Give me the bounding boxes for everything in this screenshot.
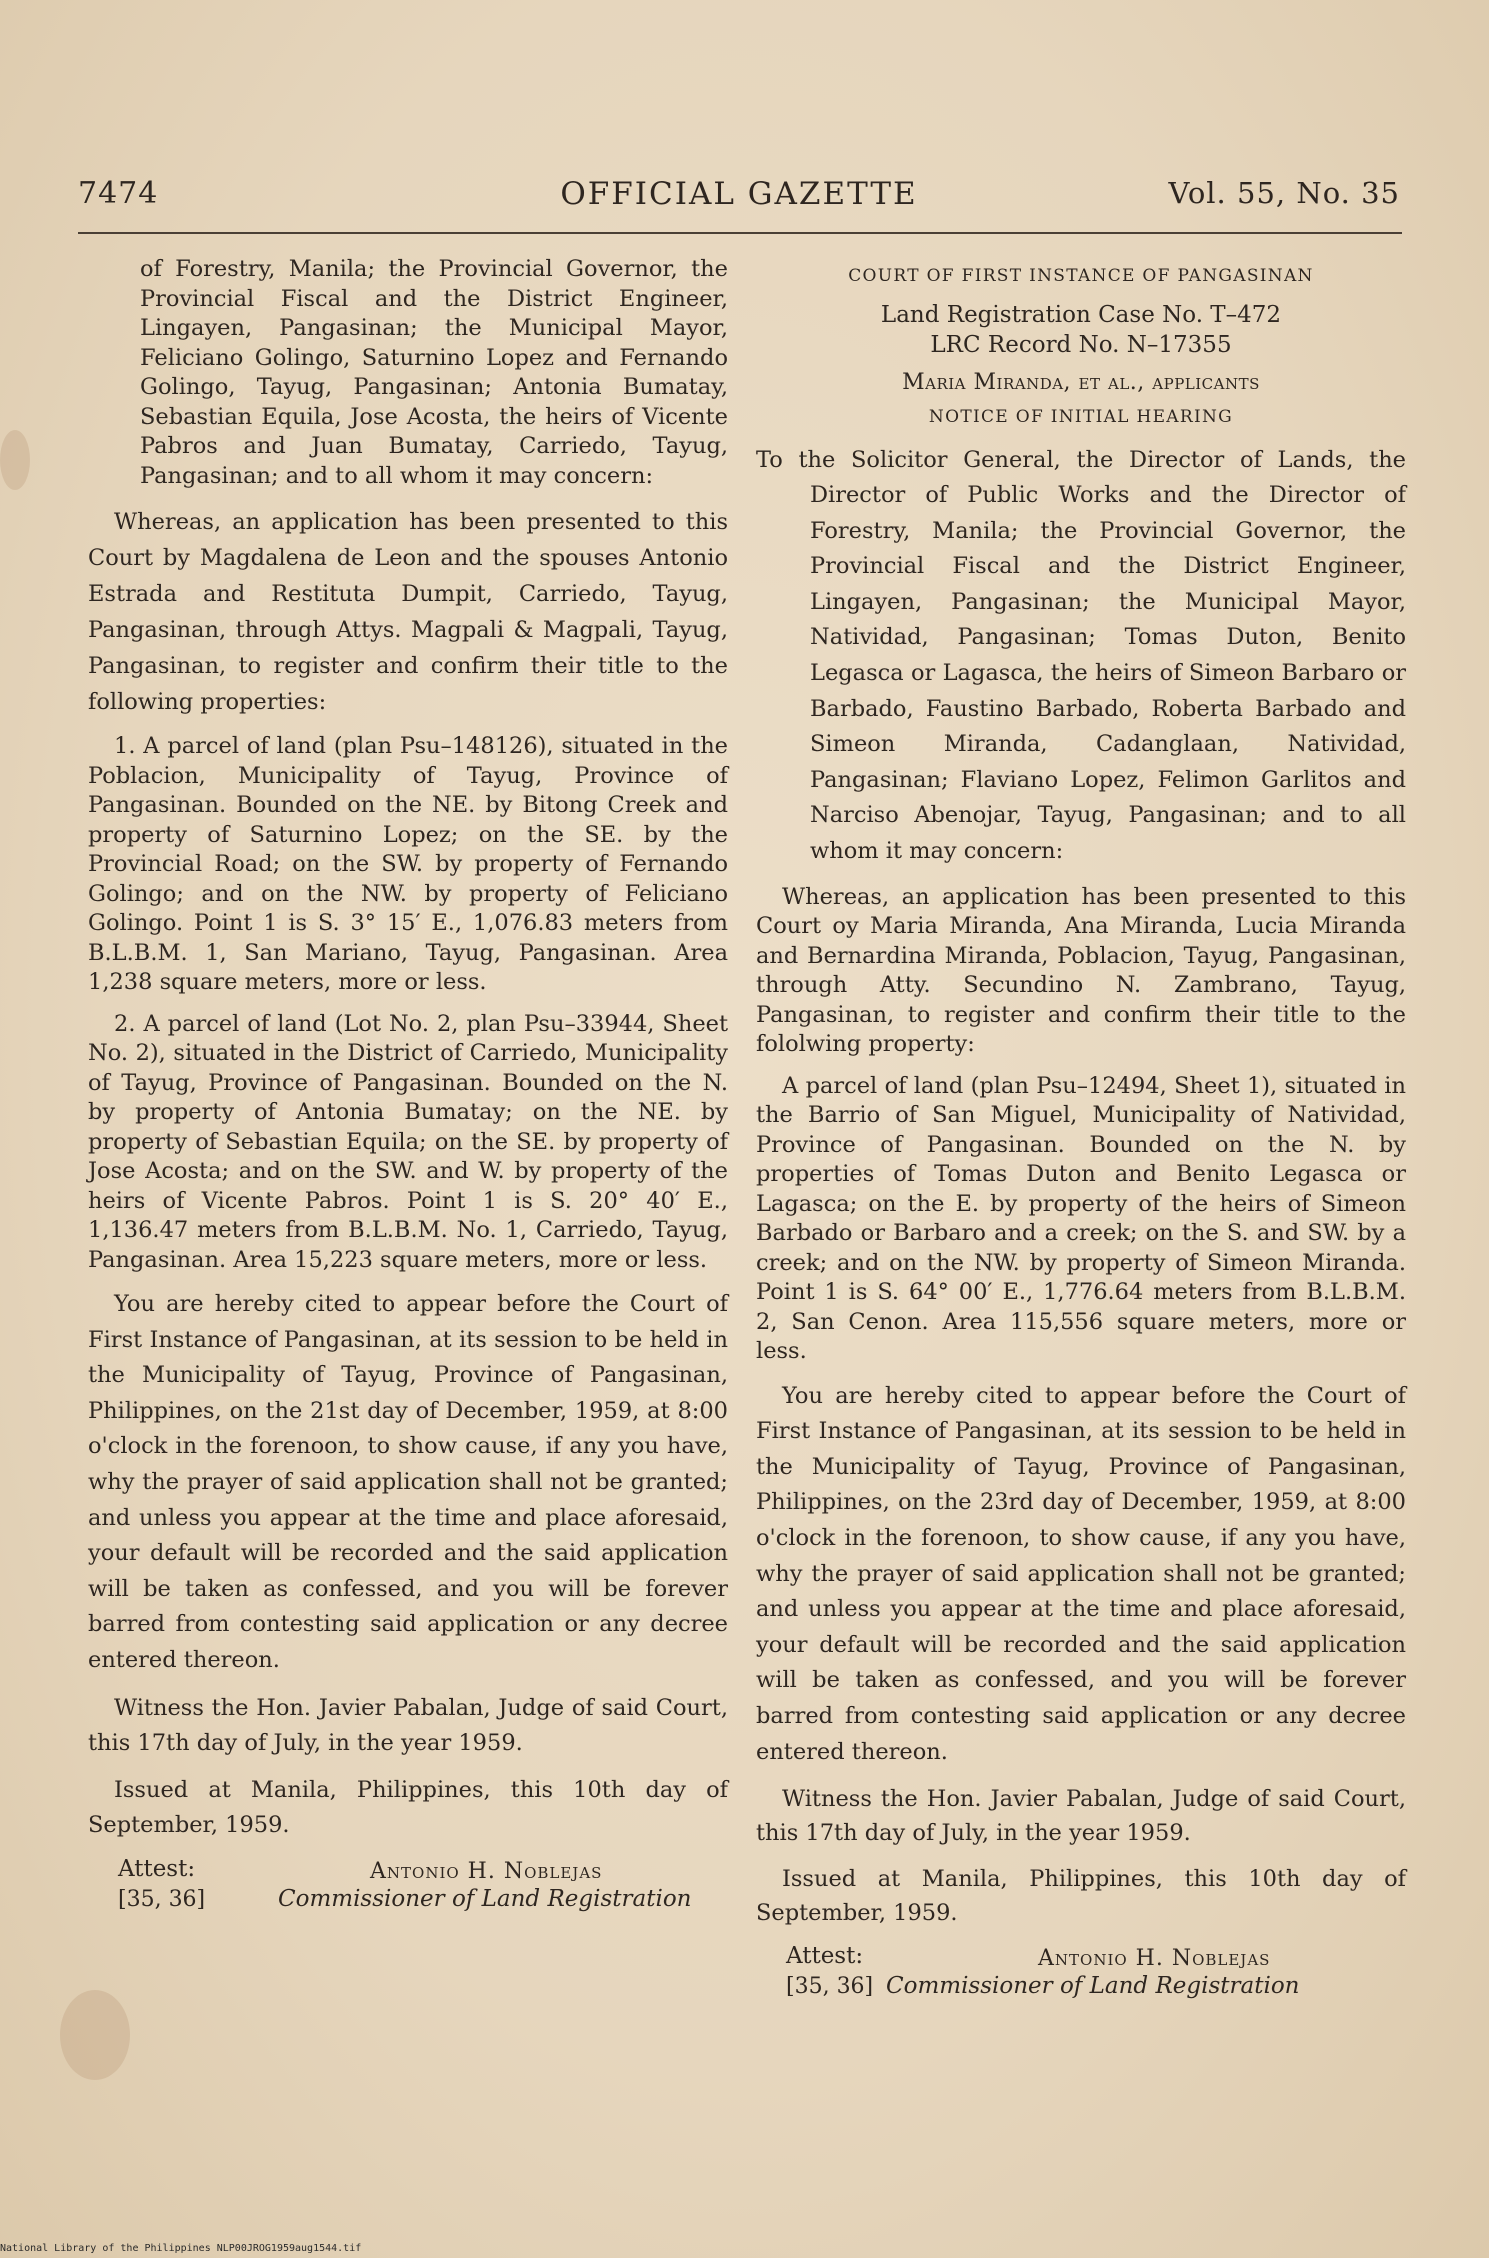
left-issued: Issued at Manila, Philippines, this 10th day of September, 1959. [88, 1776, 728, 1838]
publication-title: OFFICIAL GAZETTE [560, 176, 918, 212]
applicants-line: Maria Miranda, et al., applicants [902, 369, 1260, 395]
page-header [78, 176, 1400, 220]
right-addressees: To the Solicitor General, the Director of Lands, the Director of Public Works and the Director of Forestry, Manila; the Provincial Governor, the Provincial Fiscal and the District Engineer, Lingayen, Pangasinan; the Municipal Mayor, Natividad, Pangasinan; Tomas Duton, Benito Legasca or Lagasca, the heirs of Simeon Barbaro or Barbado, Faustino Barbado, Roberta Barbado and Simeon Miranda, Cadanglaan, Natividad, Pangasinan; Flaviano Lopez, Felimon Garlitos and Narciso Abenojar, Tayug, Pangasinan; and to all whom it may concern: [756, 446, 1406, 865]
issue-refs: [35, 36] [786, 1974, 874, 2000]
right-citation: You are hereby cited to appear before the Court of First Instance of Pangasinan, at its session to be held in the Municipality of Tayug, Province of Pangasinan, Philippines, on the 23rd day of December, 1959, at 8:00 o'clock in the forenoon, to show cause, if any you have, why the prayer of said application shall not be granted; and unless you appear at the time and place aforesaid, your default will be recorded and the said application will be taken as confessed, and you will be forever barred from contesting said application or any decree entered thereon. [756, 1382, 1406, 1765]
left-whereas: Whereas, an application has been presented to this Court by Magdalena de Leon and the spouses Antonio Estrada and Restituta Dumpit, Carriedo, Tayug, Pangasinan, through Attys. Magpali & Magpali, Tayug, Pangasinan, to register and confirm their title to the following properties: [88, 509, 728, 715]
left-signature-block [88, 1855, 728, 1921]
signatory-name: Antonio H. Noblejas [1038, 1946, 1271, 1972]
right-column [756, 262, 1406, 2008]
header-rule [78, 232, 1402, 234]
volume-number: Vol. 55, No. 35 [1168, 176, 1400, 210]
right-signature-block [756, 1942, 1406, 2008]
record-number: LRC Record No. N–17355 [930, 331, 1232, 358]
left-parcel-1: 1. A parcel of land (plan Psu–148126), situated in the Poblacion, Municipality of Tayug, Province of Pangasinan. Bounded on the NE. by Bitong Creek and property of Saturnino Lopez; on the SE. by the Provincial Road; on the SW. by property of Fernando Golingo; and on the NW. by property of Feliciano Golingo. Point 1 is S. 3° 15′ E., 1,076.83 meters from B.L.B.M. 1, San Mariano, Tayug, Pangasinan. Area 1,238 square meters, more or less. [88, 733, 728, 995]
left-addressees: of Forestry, Manila; the Provincial Governor, the Provincial Fiscal and the District Engineer, Lingayen, Pangasinan; the Municipal Mayor, Feliciano Golingo, Saturnino Lopez and Fernando Golingo, Tayug, Pangasinan; Antonia Bumatay, Sebastian Equila, Jose Acosta, the heirs of Vicente Pabros and Juan Bumatay, Carriedo, Tayug, Pangasinan; and to all whom it may concern: [140, 256, 728, 489]
signatory-title: Commissioner of Land Registration [278, 1885, 692, 1912]
notice-heading: NOTICE OF INITIAL HEARING [928, 407, 1234, 427]
scan-credit: National Library of the Philippines NLP00JROG1959aug1544.tif [0, 2243, 362, 2254]
right-parcel: A parcel of land (plan Psu–12494, Sheet 1), situated in the Barrio of San Miguel, Municipality of Natividad, Province of Pangasinan. Bounded on the N. by properties of Tomas Duton and Benito Legasca or Lagasca; on the E. by property of the heirs of Simeon Barbado or Barbaro and a creek; on the S. and SW. by a creek; and on the NW. by property of Simeon Miranda. Point 1 is S. 64° 00′ E., 1,776.64 meters from B.L.B.M. 2, San Cenon. Area 115,556 square meters, more or less. [756, 1072, 1406, 1365]
page-number: 7474 [78, 176, 159, 211]
right-whereas: Whereas, an application has been presented to this Court oy Maria Miranda, Ana Miranda, Lucia Miranda and Bernardina Miranda, Poblacion, Tayug, Pangasinan, through Atty. Secundino N. Zambrano, Tayug, Pangasinan, to register and confirm their title to the fololwing property: [756, 883, 1406, 1058]
signatory-name: Antonio H. Noblejas [370, 1858, 603, 1884]
paper-stain [60, 1990, 130, 2080]
right-issued: Issued at Manila, Philippines, this 10th day of September, 1959. [756, 1866, 1406, 1927]
left-column [88, 255, 728, 1921]
attest-label: Attest: [118, 1855, 196, 1882]
right-witness: Witness the Hon. Javier Pabalan, Judge of said Court, this 17th day of July, in the year 1959. [756, 1786, 1406, 1847]
paper-stain [0, 430, 30, 490]
court-heading: COURT OF FIRST INSTANCE OF PANGASINAN [848, 266, 1314, 286]
attest-label: Attest: [786, 1943, 864, 1970]
left-parcel-2: 2. A parcel of land (Lot No. 2, plan Psu–33944, Sheet No. 2), situated in the District of Carriedo, Municipality of Tayug, Province of Pangasinan. Bounded on the N. by property of Antonia Bumatay; on the NE. by property of Sebastian Equila; on the SE. by property of Jose Acosta; and on the SW. and W. by property of the heirs of Vicente Pabros. Point 1 is S. 20° 40′ E., 1,136.47 meters from B.L.B.M. No. 1, Carriedo, Tayug, Pangasinan. Area 15,223 square meters, more or less. [88, 1010, 728, 1273]
signatory-title: Commissioner of Land Registration [886, 1973, 1300, 2000]
case-number: Land Registration Case No. T–472 [880, 301, 1282, 328]
left-citation: You are hereby cited to appear before the Court of First Instance of Pangasinan, at its session to be held in the Municipality of Tayug, Province of Pangasinan, Philippines, on the 21st day of December, 1959, at 8:00 o'clock in the forenoon, to show cause, if any you have, why the prayer of said application shall not be granted; and unless you appear at the time and place aforesaid, your default will be recorded and the said application will be taken as confessed, and you will be forever barred from contesting said application or any decree entered thereon. [88, 1291, 728, 1673]
left-witness: Witness the Hon. Javier Pabalan, Judge of said Court, this 17th day of July, in the year 1959. [88, 1694, 728, 1756]
issue-refs: [35, 36] [118, 1886, 206, 1912]
